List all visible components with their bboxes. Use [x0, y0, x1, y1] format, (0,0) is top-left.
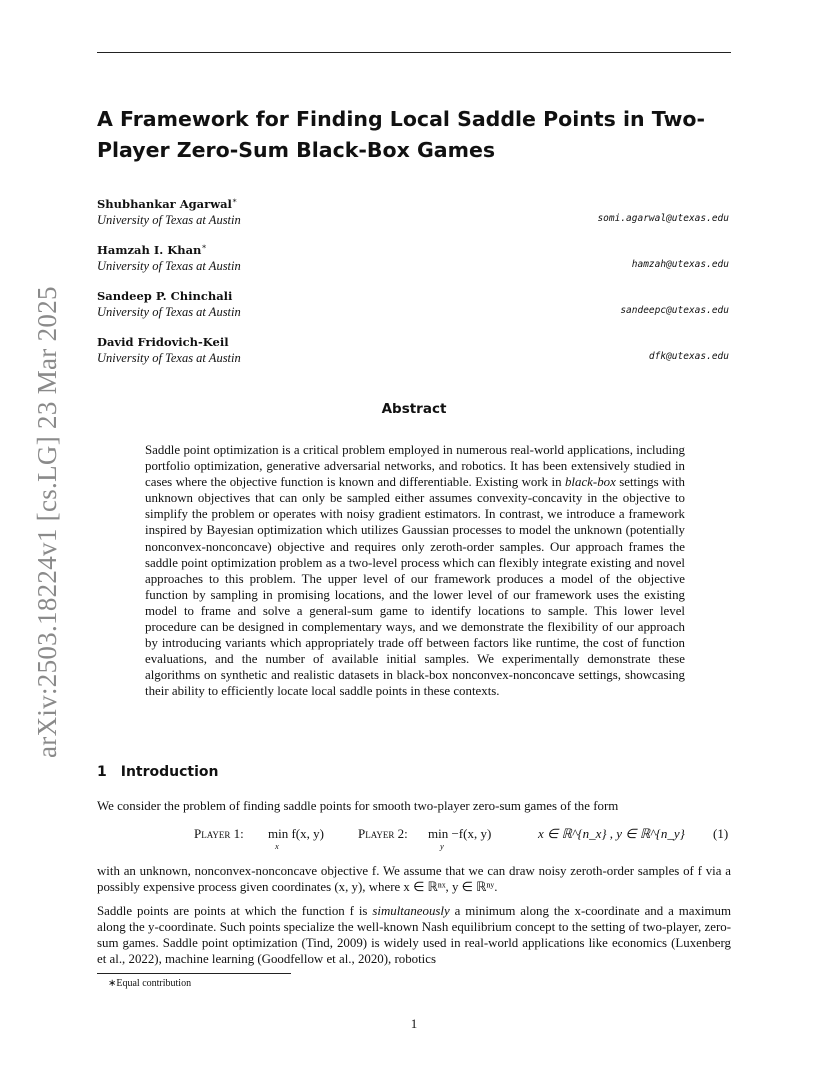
author-block: [97, 242, 731, 288]
paper-title: A Framework for Finding Local Saddle Points in Two-Player Zero-Sum Black-Box Games: [97, 107, 705, 162]
author-email: sandeepc@utexas.edu: [620, 305, 729, 316]
author-affiliation: University of Texas at Austin: [97, 351, 241, 365]
equation-1: [0, 826, 828, 852]
author-affiliation: University of Texas at Austin: [97, 305, 241, 319]
abstract-text: Saddle point optimization is a critical problem employed in numerous real-world applications, including portfolio optimization, generative adversarial networks, and robotics. It has been extensively studied in cases where the objective function is known and differentiable. Existing work in black-box settings with unknown objectives that can only be sampled either assumes convexity-concavity in the objective to simplify the problem or operates with noisy gradient estimators. In contrast, we introduce a framework inspired by Bayesian optimization which utilizes Gaussian processes to model the unknown (potentially nonconvex-nonconcave) objective and requires only zeroth-order samples. Our approach frames the saddle point optimization problem as a two-level process which can flexibly integrate existing and novel approaches to this problem. The upper level of our framework produces a model of the objective function by sampling in promising locations, and the lower level of our framework uses the existing model to frame and solve a general-sum game to identify locations to sample. This lower level procedure can be designed in complementary ways, and we demonstrate the flexibility of our approach by introducing variants which appropriately trade off between factors like runtime, the cost of function evaluations, and the number of available initial samples. We experimentally demonstrate these algorithms on synthetic and realistic datasets in black-box nonconvex-nonconcave settings, showcasing their ability to efficiently locate local saddle points in these contexts.: [145, 443, 685, 699]
arxiv-identifier: arXiv:2503.18224v1 [cs.LG] 23 Mar 2025: [32, 286, 62, 758]
author-block: [97, 288, 731, 334]
equation-player1-sub: x: [275, 841, 279, 851]
author-email: dfk@utexas.edu: [648, 351, 729, 362]
author-name: Shubhankar Agarwal∗: [97, 196, 238, 211]
section-heading-introduction: 1 Introduction: [97, 764, 219, 780]
equation-player2-sub: y: [440, 841, 444, 851]
intro-paragraph: Saddle points are points at which the function f is simultaneously a minimum along the x-coordinate and a maximum along the y-coordinate. Such points specialize the well-known Nash equilibrium concept to the setting of two-player, zero-sum games. Saddle point optimization (Tind, 2009) is widely used in real-world applications like economics (Luxenberg et al., 2022), machine learning (Goodfellow et al., 2020), robotics: [97, 904, 731, 967]
author-email: somi.agarwal@utexas.edu: [597, 213, 729, 224]
author-name: Sandeep P. Chinchali: [97, 288, 233, 303]
footnote: ∗Equal contribution: [108, 978, 192, 989]
author-block: [97, 334, 731, 380]
equation-domain: x ∈ ℝ^{n_x} , y ∈ ℝ^{n_y}: [538, 826, 685, 841]
intro-paragraph: We consider the problem of finding saddle points for smooth two-player zero-sum games of the form: [97, 799, 619, 813]
author-block: [97, 196, 731, 242]
author-list: [97, 196, 731, 380]
equation-label: (1): [713, 826, 729, 841]
author-email: hamzah@utexas.edu: [631, 259, 729, 270]
author-affiliation: University of Texas at Austin: [97, 213, 241, 227]
equation-player1-expr: min f(x, y): [268, 826, 324, 841]
abstract-heading: Abstract: [381, 401, 447, 417]
author-name: David Fridovich-Keil: [97, 334, 229, 349]
page-number: 1: [410, 1016, 418, 1031]
equation-player1-label: Player 1:: [194, 826, 244, 841]
top-rule: [97, 52, 731, 53]
author-affiliation: University of Texas at Austin: [97, 259, 241, 273]
author-name: Hamzah I. Khan∗: [97, 242, 207, 257]
intro-paragraph: with an unknown, nonconvex-nonconcave objective f. We assume that we can draw noisy zeroth-order samples of f via a possibly expensive process given coordinates (x, y), where x ∈ ℝⁿˣ, y ∈ ℝⁿʸ.: [97, 864, 731, 895]
equation-player2-expr: min −f(x, y): [428, 826, 492, 841]
footnote-rule: [97, 973, 291, 974]
equation-player2-label: Player 2:: [358, 826, 408, 841]
